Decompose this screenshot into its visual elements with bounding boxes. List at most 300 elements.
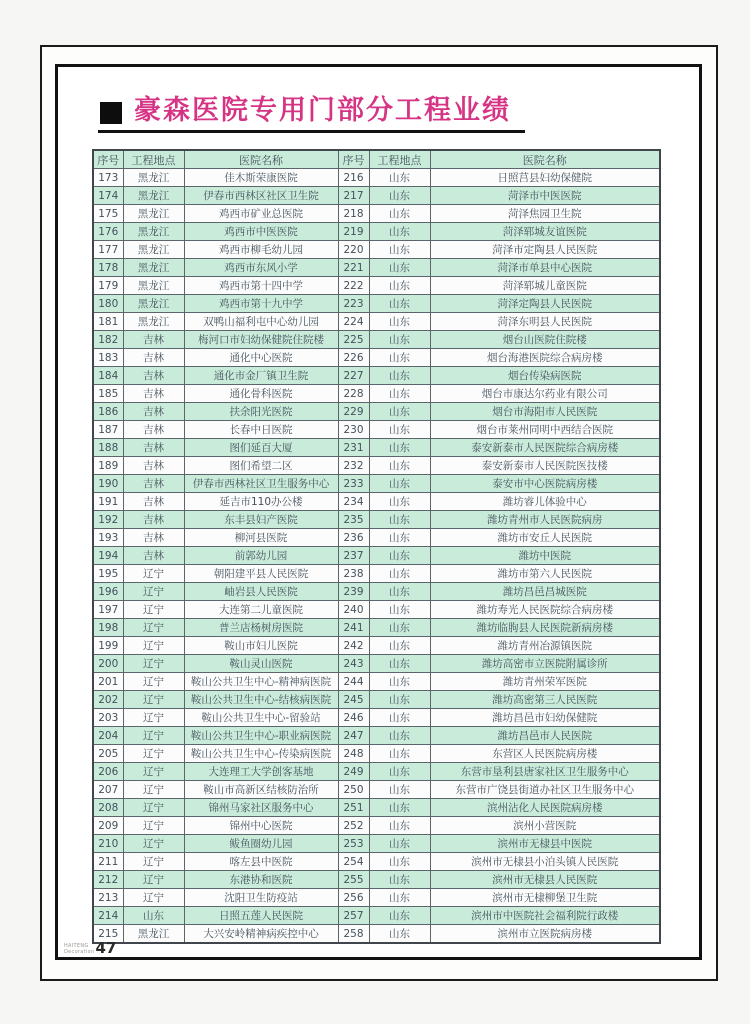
cell-hospital-name: 鲅鱼圈幼儿园 xyxy=(184,835,338,853)
cell-location: 吉林 xyxy=(123,403,184,421)
projects-table-body xyxy=(93,169,660,944)
square-bullet-icon xyxy=(100,102,122,124)
cell-location: 吉林 xyxy=(123,475,184,493)
cell-seq: 221 xyxy=(338,259,369,277)
column-header: 序号 xyxy=(338,150,369,169)
cell-seq: 197 xyxy=(93,601,123,619)
cell-seq: 185 xyxy=(93,385,123,403)
cell-seq: 226 xyxy=(338,349,369,367)
cell-seq: 194 xyxy=(93,547,123,565)
cell-location: 山东 xyxy=(369,763,430,781)
cell-location: 山东 xyxy=(369,457,430,475)
column-header: 医院名称 xyxy=(430,150,660,169)
cell-hospital-name: 双鸭山福利屯中心幼儿园 xyxy=(184,313,338,331)
cell-location: 辽宁 xyxy=(123,763,184,781)
cell-location: 辽宁 xyxy=(123,583,184,601)
cell-hospital-name: 潍坊寿光人民医院综合病房楼 xyxy=(430,601,660,619)
cell-seq: 181 xyxy=(93,313,123,331)
cell-hospital-name: 滨州小营医院 xyxy=(430,817,660,835)
cell-location: 山东 xyxy=(369,745,430,763)
cell-hospital-name: 烟台市康达尔药业有限公司 xyxy=(430,385,660,403)
cell-location: 山东 xyxy=(369,493,430,511)
cell-seq: 253 xyxy=(338,835,369,853)
page-number: 47 xyxy=(95,938,117,957)
table-row xyxy=(93,727,660,745)
cell-hospital-name: 鸡西市第十九中学 xyxy=(184,295,338,313)
cell-location: 黑龙江 xyxy=(123,205,184,223)
cell-location: 山东 xyxy=(369,673,430,691)
cell-seq: 188 xyxy=(93,439,123,457)
cell-hospital-name: 伊春市西林社区卫生服务中心 xyxy=(184,475,338,493)
cell-hospital-name: 菏泽市中医医院 xyxy=(430,187,660,205)
cell-hospital-name: 通化中心医院 xyxy=(184,349,338,367)
cell-seq: 249 xyxy=(338,763,369,781)
cell-hospital-name: 泰安市中心医院病房楼 xyxy=(430,475,660,493)
table-row xyxy=(93,205,660,223)
column-header: 工程地点 xyxy=(123,150,184,169)
cell-location: 山东 xyxy=(369,799,430,817)
cell-seq: 182 xyxy=(93,331,123,349)
cell-hospital-name: 鞍山灵山医院 xyxy=(184,655,338,673)
cell-hospital-name: 泰安新泰市人民医院综合病房楼 xyxy=(430,439,660,457)
cell-hospital-name: 菏泽定陶县人民医院 xyxy=(430,295,660,313)
cell-seq: 235 xyxy=(338,511,369,529)
cell-hospital-name: 鞍山市高新区结核防治所 xyxy=(184,781,338,799)
cell-hospital-name: 滨州沾化人民医院病房楼 xyxy=(430,799,660,817)
cell-hospital-name: 佳木斯荣康医院 xyxy=(184,169,338,187)
cell-location: 吉林 xyxy=(123,421,184,439)
cell-hospital-name: 鞍山公共卫生中心-留验站 xyxy=(184,709,338,727)
cell-location: 山东 xyxy=(369,187,430,205)
table-row xyxy=(93,817,660,835)
cell-seq: 258 xyxy=(338,925,369,944)
cell-location: 山东 xyxy=(369,511,430,529)
cell-hospital-name: 沈阳卫生防疫站 xyxy=(184,889,338,907)
cell-hospital-name: 图们希望二区 xyxy=(184,457,338,475)
cell-hospital-name: 前郭幼儿园 xyxy=(184,547,338,565)
cell-seq: 254 xyxy=(338,853,369,871)
cell-hospital-name: 菏泽焦园卫生院 xyxy=(430,205,660,223)
cell-location: 辽宁 xyxy=(123,835,184,853)
cell-seq: 224 xyxy=(338,313,369,331)
cell-hospital-name: 烟台山医院住院楼 xyxy=(430,331,660,349)
cell-location: 山东 xyxy=(369,475,430,493)
cell-location: 山东 xyxy=(369,691,430,709)
cell-location: 山东 xyxy=(369,205,430,223)
cell-seq: 247 xyxy=(338,727,369,745)
cell-location: 山东 xyxy=(369,709,430,727)
cell-seq: 236 xyxy=(338,529,369,547)
table-row xyxy=(93,619,660,637)
cell-seq: 198 xyxy=(93,619,123,637)
cell-location: 山东 xyxy=(369,871,430,889)
cell-location: 山东 xyxy=(369,547,430,565)
cell-seq: 210 xyxy=(93,835,123,853)
cell-hospital-name: 烟台市莱州同明中西结合医院 xyxy=(430,421,660,439)
cell-location: 黑龙江 xyxy=(123,259,184,277)
cell-location: 吉林 xyxy=(123,349,184,367)
cell-location: 辽宁 xyxy=(123,745,184,763)
cell-hospital-name: 朝阳建平县人民医院 xyxy=(184,565,338,583)
cell-location: 吉林 xyxy=(123,547,184,565)
cell-seq: 244 xyxy=(338,673,369,691)
cell-seq: 187 xyxy=(93,421,123,439)
cell-hospital-name: 潍坊青州市人民医院病房 xyxy=(430,511,660,529)
cell-seq: 227 xyxy=(338,367,369,385)
cell-seq: 245 xyxy=(338,691,369,709)
cell-seq: 195 xyxy=(93,565,123,583)
column-header: 工程地点 xyxy=(369,150,430,169)
cell-seq: 196 xyxy=(93,583,123,601)
table-row xyxy=(93,493,660,511)
cell-location: 黑龙江 xyxy=(123,925,184,944)
cell-hospital-name: 潍坊睿儿体验中心 xyxy=(430,493,660,511)
cell-location: 山东 xyxy=(369,223,430,241)
cell-location: 吉林 xyxy=(123,385,184,403)
cell-seq: 180 xyxy=(93,295,123,313)
table-row xyxy=(93,331,660,349)
cell-location: 山东 xyxy=(369,853,430,871)
cell-hospital-name: 长春中日医院 xyxy=(184,421,338,439)
table-row xyxy=(93,349,660,367)
cell-seq: 238 xyxy=(338,565,369,583)
cell-seq: 232 xyxy=(338,457,369,475)
cell-seq: 192 xyxy=(93,511,123,529)
cell-location: 山东 xyxy=(369,331,430,349)
table-row xyxy=(93,223,660,241)
cell-location: 山东 xyxy=(369,601,430,619)
cell-hospital-name: 东港协和医院 xyxy=(184,871,338,889)
cell-location: 吉林 xyxy=(123,511,184,529)
cell-hospital-name: 日照五莲人民医院 xyxy=(184,907,338,925)
cell-location: 黑龙江 xyxy=(123,277,184,295)
table-row xyxy=(93,601,660,619)
cell-location: 山东 xyxy=(369,259,430,277)
cell-location: 黑龙江 xyxy=(123,187,184,205)
cell-seq: 193 xyxy=(93,529,123,547)
cell-location: 辽宁 xyxy=(123,655,184,673)
table-row xyxy=(93,187,660,205)
cell-seq: 189 xyxy=(93,457,123,475)
table-row xyxy=(93,313,660,331)
cell-location: 辽宁 xyxy=(123,799,184,817)
cell-seq: 206 xyxy=(93,763,123,781)
cell-seq: 225 xyxy=(338,331,369,349)
cell-seq: 191 xyxy=(93,493,123,511)
cell-location: 黑龙江 xyxy=(123,313,184,331)
cell-seq: 243 xyxy=(338,655,369,673)
cell-hospital-name: 潍坊高密市立医院附属诊所 xyxy=(430,655,660,673)
cell-seq: 237 xyxy=(338,547,369,565)
cell-hospital-name: 潍坊中医院 xyxy=(430,547,660,565)
cell-hospital-name: 东营区人民医院病房楼 xyxy=(430,745,660,763)
cell-location: 黑龙江 xyxy=(123,241,184,259)
brand-line1: HAITENG xyxy=(64,943,89,949)
projects-table xyxy=(92,149,661,944)
cell-seq: 174 xyxy=(93,187,123,205)
cell-hospital-name: 柳河县医院 xyxy=(184,529,338,547)
cell-seq: 173 xyxy=(93,169,123,187)
cell-hospital-name: 滨州市无棣县中医院 xyxy=(430,835,660,853)
cell-hospital-name: 鞍山公共卫生中心-职业病医院 xyxy=(184,727,338,745)
cell-hospital-name: 鸡西市中医医院 xyxy=(184,223,338,241)
cell-location: 辽宁 xyxy=(123,565,184,583)
cell-location: 辽宁 xyxy=(123,691,184,709)
cell-seq: 217 xyxy=(338,187,369,205)
cell-location: 山东 xyxy=(369,313,430,331)
cell-hospital-name: 滨州市中医院社会福利院行政楼 xyxy=(430,907,660,925)
cell-seq: 190 xyxy=(93,475,123,493)
cell-seq: 202 xyxy=(93,691,123,709)
table-row xyxy=(93,835,660,853)
cell-hospital-name: 潍坊昌邑昌城医院 xyxy=(430,583,660,601)
cell-seq: 242 xyxy=(338,637,369,655)
cell-seq: 213 xyxy=(93,889,123,907)
table-row xyxy=(93,655,660,673)
cell-hospital-name: 东丰县妇产医院 xyxy=(184,511,338,529)
cell-location: 山东 xyxy=(369,439,430,457)
cell-hospital-name: 延吉市110办公楼 xyxy=(184,493,338,511)
column-header: 序号 xyxy=(93,150,123,169)
cell-seq: 229 xyxy=(338,403,369,421)
cell-seq: 200 xyxy=(93,655,123,673)
table-row xyxy=(93,241,660,259)
cell-seq: 183 xyxy=(93,349,123,367)
cell-hospital-name: 滨州市无棣县小泊头镇人民医院 xyxy=(430,853,660,871)
cell-seq: 222 xyxy=(338,277,369,295)
table-row xyxy=(93,457,660,475)
cell-location: 黑龙江 xyxy=(123,169,184,187)
cell-location: 吉林 xyxy=(123,457,184,475)
cell-location: 山东 xyxy=(369,169,430,187)
cell-location: 山东 xyxy=(369,583,430,601)
cell-hospital-name: 滨州市无棣柳堡卫生院 xyxy=(430,889,660,907)
cell-location: 山东 xyxy=(123,907,184,925)
cell-location: 辽宁 xyxy=(123,889,184,907)
table-row xyxy=(93,475,660,493)
cell-location: 辽宁 xyxy=(123,871,184,889)
table-row xyxy=(93,421,660,439)
cell-seq: 176 xyxy=(93,223,123,241)
cell-location: 山东 xyxy=(369,565,430,583)
table-row xyxy=(93,907,660,925)
cell-hospital-name: 泰安新泰市人民医院医技楼 xyxy=(430,457,660,475)
table-row xyxy=(93,637,660,655)
cell-seq: 231 xyxy=(338,439,369,457)
cell-hospital-name: 鞍山公共卫生中心-传染病医院 xyxy=(184,745,338,763)
table-row xyxy=(93,259,660,277)
title-block xyxy=(98,97,525,133)
cell-hospital-name: 潍坊昌邑市人民医院 xyxy=(430,727,660,745)
cell-location: 吉林 xyxy=(123,439,184,457)
cell-seq: 209 xyxy=(93,817,123,835)
inner-page-border xyxy=(55,64,702,960)
cell-location: 山东 xyxy=(369,637,430,655)
cell-hospital-name: 大连理工大学创客基地 xyxy=(184,763,338,781)
cell-location: 辽宁 xyxy=(123,637,184,655)
cell-location: 山东 xyxy=(369,835,430,853)
cell-hospital-name: 菏泽市单县中心医院 xyxy=(430,259,660,277)
table-row xyxy=(93,277,660,295)
cell-location: 山东 xyxy=(369,727,430,745)
table-row xyxy=(93,853,660,871)
cell-seq: 252 xyxy=(338,817,369,835)
cell-hospital-name: 菏泽市定陶县人民医院 xyxy=(430,241,660,259)
cell-location: 山东 xyxy=(369,241,430,259)
cell-hospital-name: 鸡西市矿业总医院 xyxy=(184,205,338,223)
cell-seq: 256 xyxy=(338,889,369,907)
cell-hospital-name: 鞍山市妇儿医院 xyxy=(184,637,338,655)
cell-location: 山东 xyxy=(369,277,430,295)
cell-location: 辽宁 xyxy=(123,673,184,691)
cell-location: 山东 xyxy=(369,385,430,403)
cell-hospital-name: 通化骨科医院 xyxy=(184,385,338,403)
table-row xyxy=(93,871,660,889)
cell-location: 山东 xyxy=(369,655,430,673)
table-row xyxy=(93,565,660,583)
cell-seq: 218 xyxy=(338,205,369,223)
cell-hospital-name: 鸡西市柳毛幼儿园 xyxy=(184,241,338,259)
cell-seq: 246 xyxy=(338,709,369,727)
cell-location: 辽宁 xyxy=(123,817,184,835)
cell-seq: 230 xyxy=(338,421,369,439)
cell-hospital-name: 锦州中心医院 xyxy=(184,817,338,835)
cell-location: 辽宁 xyxy=(123,619,184,637)
cell-seq: 212 xyxy=(93,871,123,889)
cell-seq: 250 xyxy=(338,781,369,799)
cell-seq: 220 xyxy=(338,241,369,259)
page-footer xyxy=(64,938,117,957)
cell-hospital-name: 伊春市西林区社区卫生院 xyxy=(184,187,338,205)
cell-hospital-name: 普兰店杨树房医院 xyxy=(184,619,338,637)
cell-location: 山东 xyxy=(369,925,430,944)
cell-location: 吉林 xyxy=(123,529,184,547)
cell-hospital-name: 鞍山公共卫生中心-精神病医院 xyxy=(184,673,338,691)
cell-hospital-name: 鞍山公共卫生中心-结核病医院 xyxy=(184,691,338,709)
table-row xyxy=(93,709,660,727)
table-row xyxy=(93,781,660,799)
table-row xyxy=(93,583,660,601)
cell-location: 吉林 xyxy=(123,493,184,511)
cell-hospital-name: 东营市垦利县唐家社区卫生服务中心 xyxy=(430,763,660,781)
cell-location: 辽宁 xyxy=(123,781,184,799)
cell-seq: 233 xyxy=(338,475,369,493)
cell-hospital-name: 喀左县中医院 xyxy=(184,853,338,871)
cell-location: 山东 xyxy=(369,403,430,421)
cell-hospital-name: 潍坊临朐县人民医院新病房楼 xyxy=(430,619,660,637)
cell-hospital-name: 烟台海港医院综合病房楼 xyxy=(430,349,660,367)
brand-text xyxy=(64,943,94,955)
cell-hospital-name: 烟台传染病医院 xyxy=(430,367,660,385)
table-row xyxy=(93,763,660,781)
cell-seq: 184 xyxy=(93,367,123,385)
cell-seq: 205 xyxy=(93,745,123,763)
cell-location: 山东 xyxy=(369,349,430,367)
cell-hospital-name: 潍坊高密第三人民医院 xyxy=(430,691,660,709)
cell-seq: 215 xyxy=(93,925,123,944)
cell-location: 辽宁 xyxy=(123,727,184,745)
table-row xyxy=(93,385,660,403)
cell-seq: 178 xyxy=(93,259,123,277)
cell-hospital-name: 鸡西市东风小学 xyxy=(184,259,338,277)
cell-seq: 199 xyxy=(93,637,123,655)
cell-seq: 239 xyxy=(338,583,369,601)
table-row xyxy=(93,511,660,529)
cell-location: 吉林 xyxy=(123,367,184,385)
cell-seq: 204 xyxy=(93,727,123,745)
table-row xyxy=(93,889,660,907)
cell-seq: 257 xyxy=(338,907,369,925)
cell-seq: 216 xyxy=(338,169,369,187)
table-row xyxy=(93,673,660,691)
cell-seq: 208 xyxy=(93,799,123,817)
table-row xyxy=(93,295,660,313)
table-row xyxy=(93,691,660,709)
cell-hospital-name: 扶余阳光医院 xyxy=(184,403,338,421)
cell-hospital-name: 潍坊昌邑市妇幼保健院 xyxy=(430,709,660,727)
cell-hospital-name: 锦州马家社区服务中心 xyxy=(184,799,338,817)
cell-hospital-name: 潍坊青州冶源镇医院 xyxy=(430,637,660,655)
cell-location: 山东 xyxy=(369,781,430,799)
cell-location: 山东 xyxy=(369,529,430,547)
table-row xyxy=(93,367,660,385)
cell-seq: 234 xyxy=(338,493,369,511)
cell-seq: 240 xyxy=(338,601,369,619)
cell-seq: 228 xyxy=(338,385,369,403)
cell-hospital-name: 通化市金厂镇卫生院 xyxy=(184,367,338,385)
cell-location: 黑龙江 xyxy=(123,295,184,313)
cell-hospital-name: 菏泽郓城友谊医院 xyxy=(430,223,660,241)
cell-seq: 177 xyxy=(93,241,123,259)
cell-location: 辽宁 xyxy=(123,709,184,727)
cell-seq: 186 xyxy=(93,403,123,421)
cell-hospital-name: 日照莒县妇幼保健院 xyxy=(430,169,660,187)
cell-seq: 223 xyxy=(338,295,369,313)
cell-location: 山东 xyxy=(369,367,430,385)
cell-hospital-name: 滨州市无棣县人民医院 xyxy=(430,871,660,889)
cell-location: 山东 xyxy=(369,619,430,637)
table-row xyxy=(93,169,660,187)
table-header-row xyxy=(93,150,660,169)
table-row xyxy=(93,745,660,763)
cell-seq: 241 xyxy=(338,619,369,637)
outer-page-border xyxy=(40,45,718,981)
cell-hospital-name: 菏泽东明县人民医院 xyxy=(430,313,660,331)
brand-line2: Decoration xyxy=(64,949,95,955)
cell-location: 山东 xyxy=(369,889,430,907)
table-row xyxy=(93,925,660,944)
cell-location: 黑龙江 xyxy=(123,223,184,241)
cell-hospital-name: 图们延百大厦 xyxy=(184,439,338,457)
cell-hospital-name: 岫岩县人民医院 xyxy=(184,583,338,601)
cell-hospital-name: 潍坊市第六人民医院 xyxy=(430,565,660,583)
cell-seq: 248 xyxy=(338,745,369,763)
cell-location: 吉林 xyxy=(123,331,184,349)
cell-hospital-name: 滨州市立医院病房楼 xyxy=(430,925,660,944)
cell-hospital-name: 大连第二儿童医院 xyxy=(184,601,338,619)
cell-hospital-name: 菏泽郓城儿童医院 xyxy=(430,277,660,295)
cell-seq: 203 xyxy=(93,709,123,727)
table-row xyxy=(93,439,660,457)
cell-hospital-name: 大兴安岭精神病疾控中心 xyxy=(184,925,338,944)
cell-hospital-name: 烟台市海阳市人民医院 xyxy=(430,403,660,421)
cell-hospital-name: 鸡西市第十四中学 xyxy=(184,277,338,295)
table-row xyxy=(93,403,660,421)
cell-seq: 211 xyxy=(93,853,123,871)
table-row xyxy=(93,529,660,547)
cell-location: 辽宁 xyxy=(123,853,184,871)
cell-seq: 175 xyxy=(93,205,123,223)
